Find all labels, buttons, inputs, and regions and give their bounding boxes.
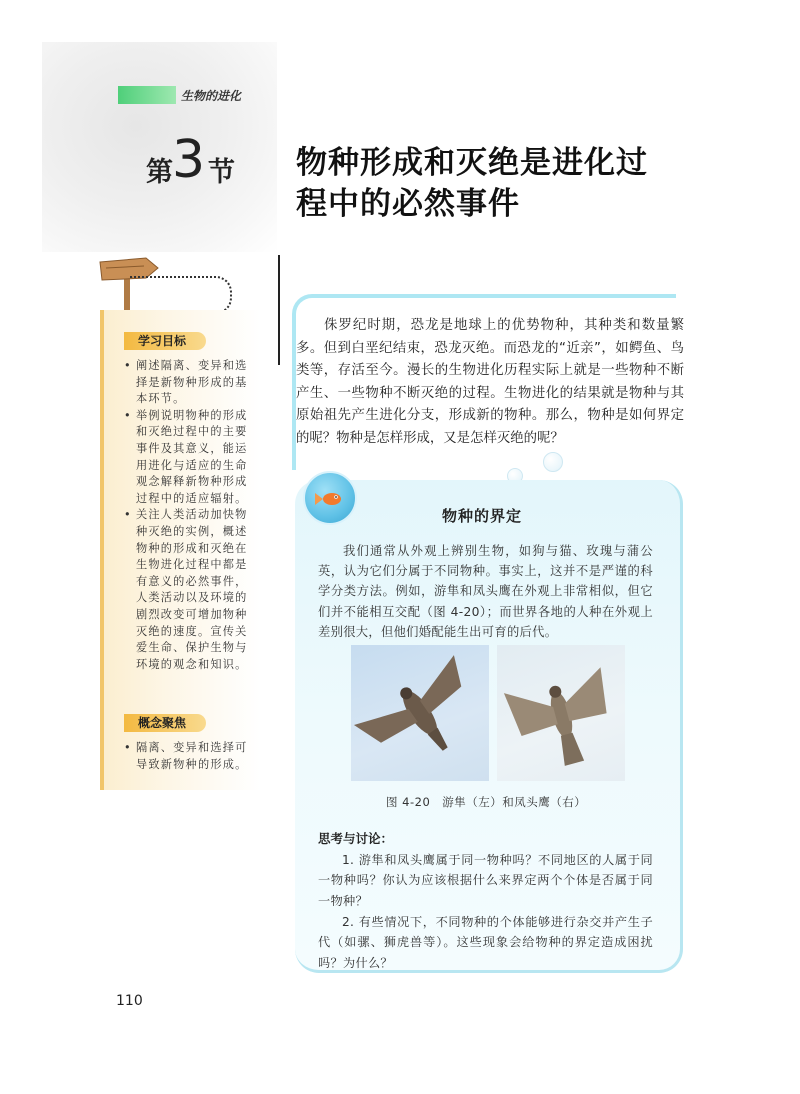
section-title [296,143,696,225]
discussion-heading: 思考与讨论： [318,831,394,846]
section-prefix: 第 [146,157,173,188]
focus-tag: 概念聚焦 [124,714,206,732]
section-title-line2: 程中的必然事件 [296,186,520,222]
goal-item: • 关注人类活动加快物种灭绝的实例，概述物种的形成和灭绝在生物进化过程中都是有意义的必然事件，人类活动以及环境的剧烈改变可增加物种灭绝的速度。宣传关爱生命、保护生物与环境的观念和知识。 [124,507,254,673]
crested-goshawk-photo [497,645,625,781]
trilobite-fossil-background [42,42,277,252]
goshawk-illustration [497,645,625,781]
peregrine-falcon-photo [351,645,489,781]
goals-list [124,358,254,673]
goldfish-icon [303,471,357,525]
intro-paragraph: 侏罗纪时期，恐龙是地球上的优势物种，其种类和数量繁多。但到白垩纪结束，恐龙灭绝。而恐龙的“近亲”，如鳄鱼、鸟类等，存活至今。漫长的生物进化历程实际上就是一些物种不断产生、一些物种不断灭绝的过程。生物进化的结果就是物种与其原始祖先产生进化分支，形成新的物种。那么，物种是如何界定的呢？物种是怎样形成，又是怎样灭绝的呢？ [296,318,684,446]
goal-item: • 阐述隔离、变异和选择是新物种形成的基本环节。 [124,358,254,408]
figure-caption: 图 4-20 游隼（左）和凤头鹰（右） [386,795,587,809]
goals-tag: 学习目标 [124,332,206,350]
goal-item: • 举例说明物种的形成和灭绝过程中的主要事件及其意义，能运用进化与适应的生命观念解释新物种形成过程中的适应辐射。 [124,408,254,508]
section-number: 3 [172,130,206,190]
title-divider-line [278,255,280,365]
focus-list [124,740,254,773]
goals-dotted-connector [130,276,232,314]
unit-label: 生物的进化 [181,89,242,103]
bubble-icon [543,452,563,472]
unit-color-tag [118,86,176,104]
section-suffix: 节 [208,157,235,188]
discussion-question-1: 1. 游隼和凤头鹰属于同一物种吗？不同地区的人属于同一物种吗？你认为应该根据什么来界定两个个体是否属于同一物种？ [318,853,653,908]
falcon-illustration [351,645,489,781]
focus-item: • 隔离、变异和选择可导致新物种的形成。 [124,740,254,773]
page-number: 110 [116,993,143,1009]
box-title: 物种的界定 [442,507,523,525]
section-title-line1: 物种形成和灭绝是进化过 [296,145,648,181]
discussion-question-2: 2. 有些情况下，不同物种的个体能够进行杂交并产生子代（如骡、狮虎兽等）。这些现象会给物种的界定造成困扰吗？为什么？ [318,915,653,970]
box-paragraph: 我们通常从外观上辨别生物，如狗与猫、玫瑰与蒲公英，认为它们分属于不同物种。事实上，这并不是严谨的科学分类方法。例如，游隼和凤头鹰在外观上非常相似，但它们并不能相互交配（图 4-20）；而世界各地的人种在外观上差别很大，但他们婚配能生出可育的后代。 [318,544,653,639]
